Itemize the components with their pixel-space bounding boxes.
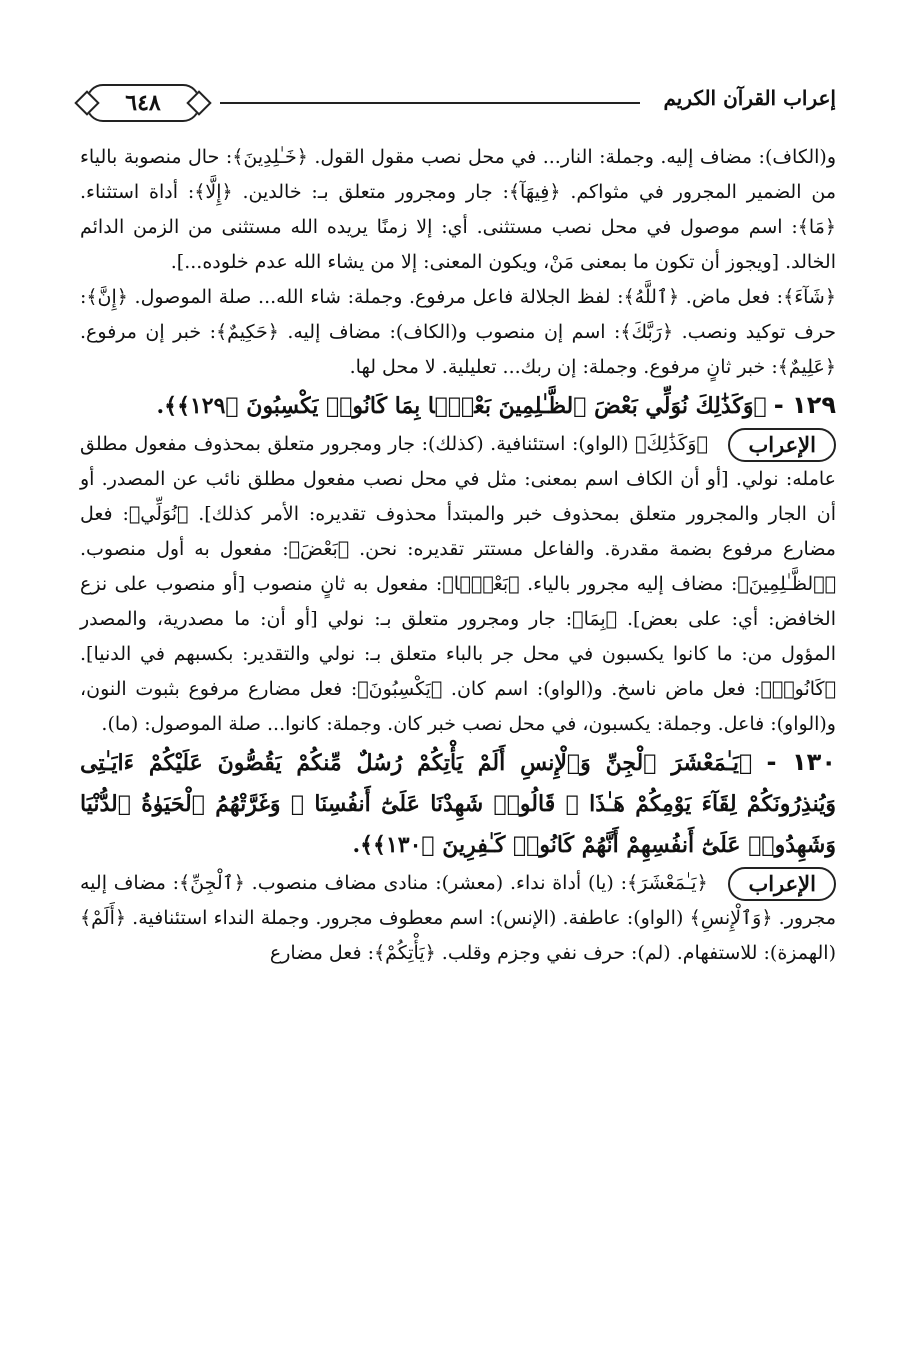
- book-title: إعراب القرآن الكريم: [663, 86, 836, 110]
- page-number: ٦٤٨: [86, 84, 200, 122]
- verse-130: [80, 742, 836, 866]
- page-content: [80, 140, 836, 971]
- verse-129-number: ١٢٩ -: [773, 391, 836, 419]
- irab-129: [80, 427, 836, 742]
- header-rule: [220, 102, 640, 104]
- irab-130-text: ﴿يَـٰمَعْشَرَ﴾: (يا) أداة نداء. (معشر): منادى مضاف منصوب. ﴿ٱلْجِنِّ﴾: مضاف إليه مجرور. ﴿وَٱلْإِنسِ﴾ (الواو): عاطفة. (الإنس): اسم معطوف مجرور. وجملة النداء استئنافية. ﴿أَلَمْ﴾ (الهمزة): للاستفهام. (لم): حرف نفي وجزم وقلب. ﴿يَأْتِكُمْ﴾: فعل مضارع: [80, 872, 836, 964]
- irab-badge-130: الإعراب: [728, 867, 836, 901]
- paragraph-commentary-2: ﴿شَآءَ﴾: فعل ماض. ﴿ٱللَّهُ﴾: لفظ الجلالة فاعل مرفوع. وجملة: شاء الله... صلة الموصول. ﴿إِنَّ﴾: حرف توكيد ونصب. ﴿رَبَّكَ﴾: اسم إن منصوب و(الكاف): مضاف إليه. ﴿حَكِيمٌ﴾: خبر إن مرفوع. ﴿عَلِيمٌ﴾: خبر ثانٍ مرفوع. وجملة: إن ربك... تعليلية. لا محل لها.: [80, 286, 836, 378]
- irab-130: [80, 866, 836, 971]
- irab-badge-129: الإعراب: [728, 428, 836, 462]
- page-header: [80, 78, 836, 126]
- verse-129-text: ﴿وَكَذَٰلِكَ نُوَلِّي بَعْضَ ٱلظَّـٰلِمِينَ بَعْضًۢا بِمَا كَانُوا۟ يَكْسِبُونَ ﴿١٢٩﴾﴾.: [156, 393, 767, 419]
- verse-130-text: ﴿يَـٰمَعْشَرَ ٱلْجِنِّ وَٱلْإِنسِ أَلَمْ يَأْتِكُمْ رُسُلٌ مِّنكُمْ يَقُصُّونَ عَلَيْكُمْ ءَايَـٰتِى وَيُنذِرُونَكُمْ لِقَآءَ يَوْمِكُمْ هَـٰذَا ۚ قَالُوا۟ شَهِدْنَا عَلَىٰٓ أَنفُسِنَا ۖ وَغَرَّتْهُمُ ٱلْحَيَوٰةُ ٱلدُّنْيَا وَشَهِدُوا۟ عَلَىٰٓ أَنفُسِهِمْ أَنَّهُمْ كَانُوا۟ كَـٰفِرِينَ ﴿١٣٠﴾﴾.: [80, 750, 836, 858]
- verse-130-number: ١٣٠ -: [766, 748, 836, 776]
- irab-129-text: ﴿وَكَذَٰلِكَ﴾ (الواو): استئنافية. (كذلك): جار ومجرور متعلق بمحذوف مفعول مطلق عامله: نولي. [أو أن الكاف اسم بمعنى: مثل في محل نصب مفعول مطلق نائب عن المصدر. أو أن الجار والمجرور متعلق بمحذوف خبر والمبتدأ محذوف تقديره: الأمر كذلك]. ﴿نُوَلِّي﴾: فعل مضارع مرفوع بضمة مقدرة. والفاعل مستتر تقديره: نحن. ﴿بَعْضَ﴾: مفعول به أول منصوب. ﴿ٱلظَّـٰلِمِينَ﴾: مضاف إليه مجرور بالياء. ﴿بَعْضًۢا﴾: مفعول به ثانٍ منصوب [أو منصوب على نزع الخافض: أي: على بعض]. ﴿بِمَا﴾: جار ومجرور متعلق بـ: نولي [أو أن: ما مصدرية، والمصدر المؤول من: ما كانوا يكسبون في محل جر بالباء متعلق بـ: نولي والتقدير: بكسبهم في الدنيا]. ﴿كَانُوا۟﴾: فعل ماض ناسخ. و(الواو): اسم كان. ﴿يَكْسِبُونَ﴾: فعل مضارع مرفوع بثبوت النون، و(الواو): فاعل. وجملة: يكسبون، في محل نصب خبر كان. وجملة: كانوا... صلة الموصول: (ما).: [80, 433, 836, 735]
- verse-129: [80, 385, 836, 427]
- paragraph-commentary-1: و(الكاف): مضاف إليه. وجملة: النار... في محل نصب مقول القول. ﴿خَـٰلِدِينَ﴾: حال منصوبة بالياء من الضمير المجرور في مثواكم. ﴿فِيهَآ﴾: جار ومجرور متعلق بـ: خالدين. ﴿إِلَّا﴾: أداة استثناء. ﴿مَا﴾: اسم موصول في محل نصب مستثنى. أي: إلا زمنًا يريده الله مستثنى من الزمن الدائم الخالد. [ويجوز أن تكون ما بمعنى مَنْ، ويكون المعنى: إلا من يشاء الله عدم خلوده...].: [80, 146, 836, 273]
